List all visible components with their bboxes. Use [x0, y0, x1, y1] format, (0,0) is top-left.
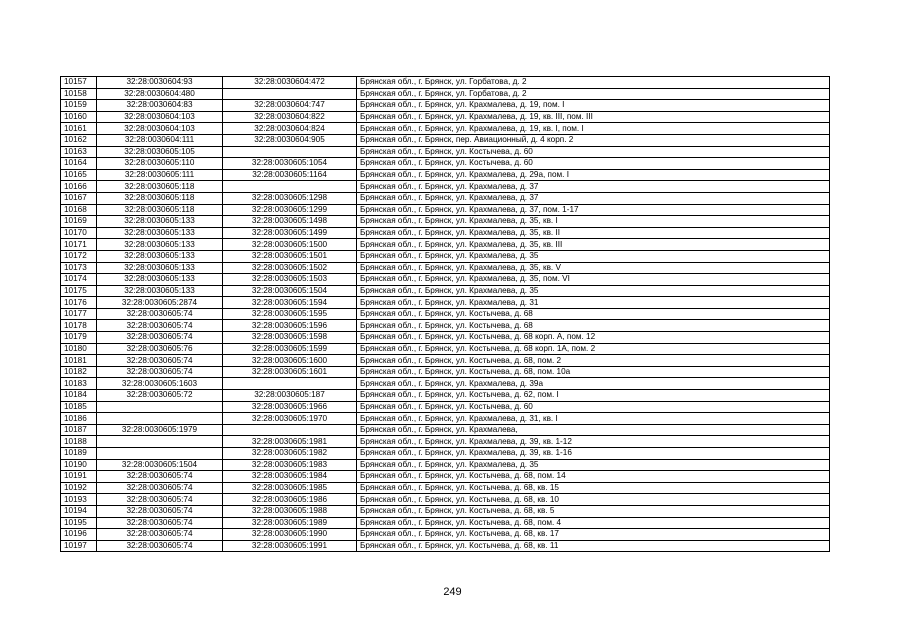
- table-row: [61, 227, 830, 239]
- table-row: [61, 111, 830, 123]
- record-number-cell: 10177: [61, 308, 97, 320]
- table-row: [61, 181, 830, 193]
- table-row: [61, 169, 830, 181]
- land-cadastral-number-cell: 32:28:0030605:118: [97, 181, 223, 193]
- record-number-cell: 10188: [61, 436, 97, 448]
- record-number-cell: 10160: [61, 111, 97, 123]
- record-number-cell: 10190: [61, 459, 97, 471]
- table-row: [61, 366, 830, 378]
- building-cadastral-number-cell: 32:28:0030605:1988: [223, 505, 357, 517]
- record-number-cell: 10186: [61, 413, 97, 425]
- table-row: [61, 436, 830, 448]
- building-cadastral-number-cell: 32:28:0030605:1498: [223, 216, 357, 228]
- land-cadastral-number-cell: 32:28:0030605:74: [97, 308, 223, 320]
- address-cell: Брянская обл., г. Брянск, ул. Крахмалева, д. 37: [357, 192, 830, 204]
- building-cadastral-number-cell: 32:28:0030605:1298: [223, 192, 357, 204]
- record-number-cell: 10169: [61, 216, 97, 228]
- record-number-cell: 10168: [61, 204, 97, 216]
- record-number-cell: 10178: [61, 320, 97, 332]
- land-cadastral-number-cell: 32:28:0030605:74: [97, 505, 223, 517]
- record-number-cell: 10166: [61, 181, 97, 193]
- table-row: [61, 274, 830, 286]
- land-cadastral-number-cell: [97, 436, 223, 448]
- record-number-cell: 10182: [61, 366, 97, 378]
- table-row: [61, 146, 830, 158]
- table-row: [61, 239, 830, 251]
- land-cadastral-number-cell: 32:28:0030605:105: [97, 146, 223, 158]
- address-cell: Брянская обл., г. Брянск, ул. Костычева, д. 68: [357, 308, 830, 320]
- land-cadastral-number-cell: 32:28:0030605:74: [97, 332, 223, 344]
- building-cadastral-number-cell: [223, 146, 357, 158]
- building-cadastral-number-cell: 32:28:0030605:1981: [223, 436, 357, 448]
- table-row: [61, 216, 830, 228]
- record-number-cell: 10163: [61, 146, 97, 158]
- address-cell: Брянская обл., г. Брянск, ул. Крахмалева, д. 19, кв. I, пом. I: [357, 123, 830, 135]
- address-cell: Брянская обл., г. Брянск, ул. Крахмалева, д. 19, пом. I: [357, 100, 830, 112]
- record-number-cell: 10158: [61, 88, 97, 100]
- address-cell: Брянская обл., г. Брянск, ул. Крахмалева, д. 35: [357, 285, 830, 297]
- table-row: [61, 297, 830, 309]
- table-row: [61, 100, 830, 112]
- land-cadastral-number-cell: 32:28:0030605:74: [97, 471, 223, 483]
- registry-table-body: [61, 77, 830, 552]
- record-number-cell: 10184: [61, 390, 97, 402]
- table-row: [61, 401, 830, 413]
- building-cadastral-number-cell: 32:28:0030605:1502: [223, 262, 357, 274]
- table-row: [61, 77, 830, 89]
- address-cell: Брянская обл., г. Брянск, ул. Крахмалева, д. 37: [357, 181, 830, 193]
- record-number-cell: 10179: [61, 332, 97, 344]
- record-number-cell: 10159: [61, 100, 97, 112]
- land-cadastral-number-cell: 32:28:0030605:118: [97, 204, 223, 216]
- building-cadastral-number-cell: [223, 424, 357, 436]
- table-row: [61, 390, 830, 402]
- land-cadastral-number-cell: 32:28:0030605:118: [97, 192, 223, 204]
- record-number-cell: 10193: [61, 494, 97, 506]
- record-number-cell: 10183: [61, 378, 97, 390]
- address-cell: Брянская обл., г. Брянск, ул. Крахмалева, д. 35: [357, 459, 830, 471]
- table-row: [61, 471, 830, 483]
- address-cell: Брянская обл., г. Брянск, ул. Костычева, д. 68: [357, 320, 830, 332]
- address-cell: Брянская обл., г. Брянск, ул. Крахмалева, д. 35: [357, 250, 830, 262]
- building-cadastral-number-cell: 32:28:0030605:1501: [223, 250, 357, 262]
- registry-table: [60, 76, 830, 552]
- record-number-cell: 10197: [61, 540, 97, 552]
- building-cadastral-number-cell: 32:28:0030605:1982: [223, 448, 357, 460]
- record-number-cell: 10181: [61, 355, 97, 367]
- building-cadastral-number-cell: 32:28:0030604:822: [223, 111, 357, 123]
- address-cell: Брянская обл., г. Брянск, ул. Костычева, д. 68, кв. 11: [357, 540, 830, 552]
- table-row: [61, 424, 830, 436]
- land-cadastral-number-cell: [97, 401, 223, 413]
- record-number-cell: 10167: [61, 192, 97, 204]
- record-number-cell: 10161: [61, 123, 97, 135]
- table-row: [61, 308, 830, 320]
- address-cell: Брянская обл., г. Брянск, ул. Костычева, д. 68, пом. 14: [357, 471, 830, 483]
- table-row: [61, 204, 830, 216]
- building-cadastral-number-cell: 32:28:0030605:1989: [223, 517, 357, 529]
- land-cadastral-number-cell: 32:28:0030605:133: [97, 239, 223, 251]
- table-row: [61, 158, 830, 170]
- building-cadastral-number-cell: 32:28:0030604:824: [223, 123, 357, 135]
- table-row: [61, 448, 830, 460]
- land-cadastral-number-cell: 32:28:0030605:111: [97, 169, 223, 181]
- land-cadastral-number-cell: [97, 448, 223, 460]
- land-cadastral-number-cell: 32:28:0030605:1979: [97, 424, 223, 436]
- land-cadastral-number-cell: [97, 413, 223, 425]
- table-row: [61, 285, 830, 297]
- address-cell: Брянская обл., г. Брянск, ул. Крахмалева, д. 35, кв. II: [357, 227, 830, 239]
- address-cell: Брянская обл., г. Брянск, ул. Костычева, д. 62, пом. I: [357, 390, 830, 402]
- building-cadastral-number-cell: 32:28:0030605:1299: [223, 204, 357, 216]
- land-cadastral-number-cell: 32:28:0030605:110: [97, 158, 223, 170]
- land-cadastral-number-cell: 32:28:0030605:133: [97, 250, 223, 262]
- table-row: [61, 540, 830, 552]
- building-cadastral-number-cell: 32:28:0030605:1595: [223, 308, 357, 320]
- building-cadastral-number-cell: 32:28:0030604:747: [223, 100, 357, 112]
- table-row: [61, 494, 830, 506]
- building-cadastral-number-cell: 32:28:0030604:472: [223, 77, 357, 89]
- land-cadastral-number-cell: 32:28:0030605:1504: [97, 459, 223, 471]
- building-cadastral-number-cell: 32:28:0030605:1599: [223, 343, 357, 355]
- address-cell: Брянская обл., г. Брянск, ул. Крахмалева, д. 37, пом. 1-17: [357, 204, 830, 216]
- land-cadastral-number-cell: 32:28:0030605:133: [97, 285, 223, 297]
- land-cadastral-number-cell: 32:28:0030605:76: [97, 343, 223, 355]
- record-number-cell: 10173: [61, 262, 97, 274]
- building-cadastral-number-cell: 32:28:0030605:1504: [223, 285, 357, 297]
- record-number-cell: 10194: [61, 505, 97, 517]
- address-cell: Брянская обл., г. Брянск, ул. Крахмалева, д. 35, пом. VI: [357, 274, 830, 286]
- land-cadastral-number-cell: 32:28:0030605:74: [97, 529, 223, 541]
- land-cadastral-number-cell: 32:28:0030604:93: [97, 77, 223, 89]
- record-number-cell: 10164: [61, 158, 97, 170]
- record-number-cell: 10170: [61, 227, 97, 239]
- table-row: [61, 123, 830, 135]
- address-cell: Брянская обл., г. Брянск, ул. Горбатова, д. 2: [357, 77, 830, 89]
- land-cadastral-number-cell: 32:28:0030605:133: [97, 227, 223, 239]
- building-cadastral-number-cell: 32:28:0030605:1985: [223, 482, 357, 494]
- building-cadastral-number-cell: 32:28:0030605:1601: [223, 366, 357, 378]
- address-cell: Брянская обл., г. Брянск, ул. Костычева, д. 60: [357, 146, 830, 158]
- table-row: [61, 88, 830, 100]
- land-cadastral-number-cell: 32:28:0030604:103: [97, 111, 223, 123]
- record-number-cell: 10192: [61, 482, 97, 494]
- record-number-cell: 10195: [61, 517, 97, 529]
- table-row: [61, 413, 830, 425]
- land-cadastral-number-cell: 32:28:0030605:1603: [97, 378, 223, 390]
- record-number-cell: 10196: [61, 529, 97, 541]
- building-cadastral-number-cell: 32:28:0030605:1986: [223, 494, 357, 506]
- building-cadastral-number-cell: 32:28:0030605:187: [223, 390, 357, 402]
- address-cell: Брянская обл., г. Брянск, ул. Крахмалева, д. 31, кв. I: [357, 413, 830, 425]
- address-cell: Брянская обл., г. Брянск, ул. Костычева, д. 68, кв. 17: [357, 529, 830, 541]
- table-row: [61, 134, 830, 146]
- land-cadastral-number-cell: 32:28:0030604:480: [97, 88, 223, 100]
- address-cell: Брянская обл., г. Брянск, ул. Костычева, д. 68, кв. 10: [357, 494, 830, 506]
- table-row: [61, 459, 830, 471]
- building-cadastral-number-cell: 32:28:0030604:905: [223, 134, 357, 146]
- record-number-cell: 10162: [61, 134, 97, 146]
- address-cell: Брянская обл., г. Брянск, ул. Крахмалева, д. 39, кв. 1-12: [357, 436, 830, 448]
- land-cadastral-number-cell: 32:28:0030605:74: [97, 366, 223, 378]
- table-row: [61, 355, 830, 367]
- record-number-cell: 10165: [61, 169, 97, 181]
- address-cell: Брянская обл., г. Брянск, ул. Крахмалева, д. 35, кв. III: [357, 239, 830, 251]
- address-cell: Брянская обл., г. Брянск, ул. Крахмалева, д. 39, кв. 1-16: [357, 448, 830, 460]
- building-cadastral-number-cell: 32:28:0030605:1054: [223, 158, 357, 170]
- table-row: [61, 517, 830, 529]
- table-row: [61, 332, 830, 344]
- land-cadastral-number-cell: 32:28:0030605:133: [97, 262, 223, 274]
- page-number: 249: [443, 586, 462, 598]
- land-cadastral-number-cell: 32:28:0030605:74: [97, 482, 223, 494]
- table-row: [61, 320, 830, 332]
- address-cell: Брянская обл., г. Брянск, ул. Костычева, д. 68, кв. 5: [357, 505, 830, 517]
- record-number-cell: 10172: [61, 250, 97, 262]
- land-cadastral-number-cell: 32:28:0030605:74: [97, 320, 223, 332]
- land-cadastral-number-cell: 32:28:0030604:103: [97, 123, 223, 135]
- address-cell: Брянская обл., г. Брянск, ул. Крахмалева, д. 35, кв. V: [357, 262, 830, 274]
- address-cell: Брянская обл., г. Брянск, ул. Крахмалева, д. 35, кв. I: [357, 216, 830, 228]
- building-cadastral-number-cell: 32:28:0030605:1984: [223, 471, 357, 483]
- land-cadastral-number-cell: 32:28:0030605:74: [97, 540, 223, 552]
- building-cadastral-number-cell: 32:28:0030605:1598: [223, 332, 357, 344]
- record-number-cell: 10176: [61, 297, 97, 309]
- building-cadastral-number-cell: 32:28:0030605:1596: [223, 320, 357, 332]
- table-row: [61, 378, 830, 390]
- record-number-cell: 10174: [61, 274, 97, 286]
- building-cadastral-number-cell: 32:28:0030605:1990: [223, 529, 357, 541]
- land-cadastral-number-cell: 32:28:0030605:72: [97, 390, 223, 402]
- record-number-cell: 10180: [61, 343, 97, 355]
- building-cadastral-number-cell: [223, 88, 357, 100]
- address-cell: Брянская обл., г. Брянск, ул. Крахмалева, д. 31: [357, 297, 830, 309]
- record-number-cell: 10171: [61, 239, 97, 251]
- table-row: [61, 482, 830, 494]
- address-cell: Брянская обл., г. Брянск, ул. Костычева, д. 68 корп. А, пом. 12: [357, 332, 830, 344]
- record-number-cell: 10191: [61, 471, 97, 483]
- address-cell: Брянская обл., г. Брянск, ул. Костычева, д. 68, пом. 2: [357, 355, 830, 367]
- address-cell: Брянская обл., г. Брянск, ул. Крахмалева,: [357, 424, 830, 436]
- record-number-cell: 10175: [61, 285, 97, 297]
- land-cadastral-number-cell: 32:28:0030604:83: [97, 100, 223, 112]
- table-row: [61, 250, 830, 262]
- land-cadastral-number-cell: 32:28:0030605:74: [97, 355, 223, 367]
- address-cell: Брянская обл., г. Брянск, пер. Авиационный, д. 4 корп. 2: [357, 134, 830, 146]
- address-cell: Брянская обл., г. Брянск, ул. Костычева, д. 68 корп. 1А, пом. 2: [357, 343, 830, 355]
- address-cell: Брянская обл., г. Брянск, ул. Костычева, д. 68, пом. 4: [357, 517, 830, 529]
- building-cadastral-number-cell: 32:28:0030605:1600: [223, 355, 357, 367]
- address-cell: Брянская обл., г. Брянск, ул. Крахмалева, д. 19, кв. III, пом. III: [357, 111, 830, 123]
- building-cadastral-number-cell: 32:28:0030605:1983: [223, 459, 357, 471]
- land-cadastral-number-cell: 32:28:0030605:2874: [97, 297, 223, 309]
- record-number-cell: 10157: [61, 77, 97, 89]
- land-cadastral-number-cell: 32:28:0030604:111: [97, 134, 223, 146]
- address-cell: Брянская обл., г. Брянск, ул. Костычева, д. 68, пом. 10а: [357, 366, 830, 378]
- land-cadastral-number-cell: 32:28:0030605:133: [97, 216, 223, 228]
- table-row: [61, 529, 830, 541]
- address-cell: Брянская обл., г. Брянск, ул. Крахмалева, д. 29а, пом. I: [357, 169, 830, 181]
- address-cell: Брянская обл., г. Брянск, ул. Крахмалева, д. 39а: [357, 378, 830, 390]
- building-cadastral-number-cell: 32:28:0030605:1500: [223, 239, 357, 251]
- building-cadastral-number-cell: 32:28:0030605:1594: [223, 297, 357, 309]
- record-number-cell: 10187: [61, 424, 97, 436]
- building-cadastral-number-cell: [223, 378, 357, 390]
- address-cell: Брянская обл., г. Брянск, ул. Костычева, д. 60: [357, 401, 830, 413]
- land-cadastral-number-cell: 32:28:0030605:74: [97, 517, 223, 529]
- record-number-cell: 10189: [61, 448, 97, 460]
- table-row: [61, 192, 830, 204]
- record-number-cell: 10185: [61, 401, 97, 413]
- table-row: [61, 505, 830, 517]
- table-row: [61, 262, 830, 274]
- address-cell: Брянская обл., г. Брянск, ул. Горбатова, д. 2: [357, 88, 830, 100]
- land-cadastral-number-cell: 32:28:0030605:133: [97, 274, 223, 286]
- address-cell: Брянская обл., г. Брянск, ул. Костычева, д. 60: [357, 158, 830, 170]
- table-row: [61, 343, 830, 355]
- building-cadastral-number-cell: 32:28:0030605:1503: [223, 274, 357, 286]
- land-cadastral-number-cell: 32:28:0030605:74: [97, 494, 223, 506]
- building-cadastral-number-cell: 32:28:0030605:1164: [223, 169, 357, 181]
- address-cell: Брянская обл., г. Брянск, ул. Костычева, д. 68, кв. 15: [357, 482, 830, 494]
- building-cadastral-number-cell: 32:28:0030605:1499: [223, 227, 357, 239]
- building-cadastral-number-cell: [223, 181, 357, 193]
- building-cadastral-number-cell: 32:28:0030605:1970: [223, 413, 357, 425]
- building-cadastral-number-cell: 32:28:0030605:1991: [223, 540, 357, 552]
- building-cadastral-number-cell: 32:28:0030605:1966: [223, 401, 357, 413]
